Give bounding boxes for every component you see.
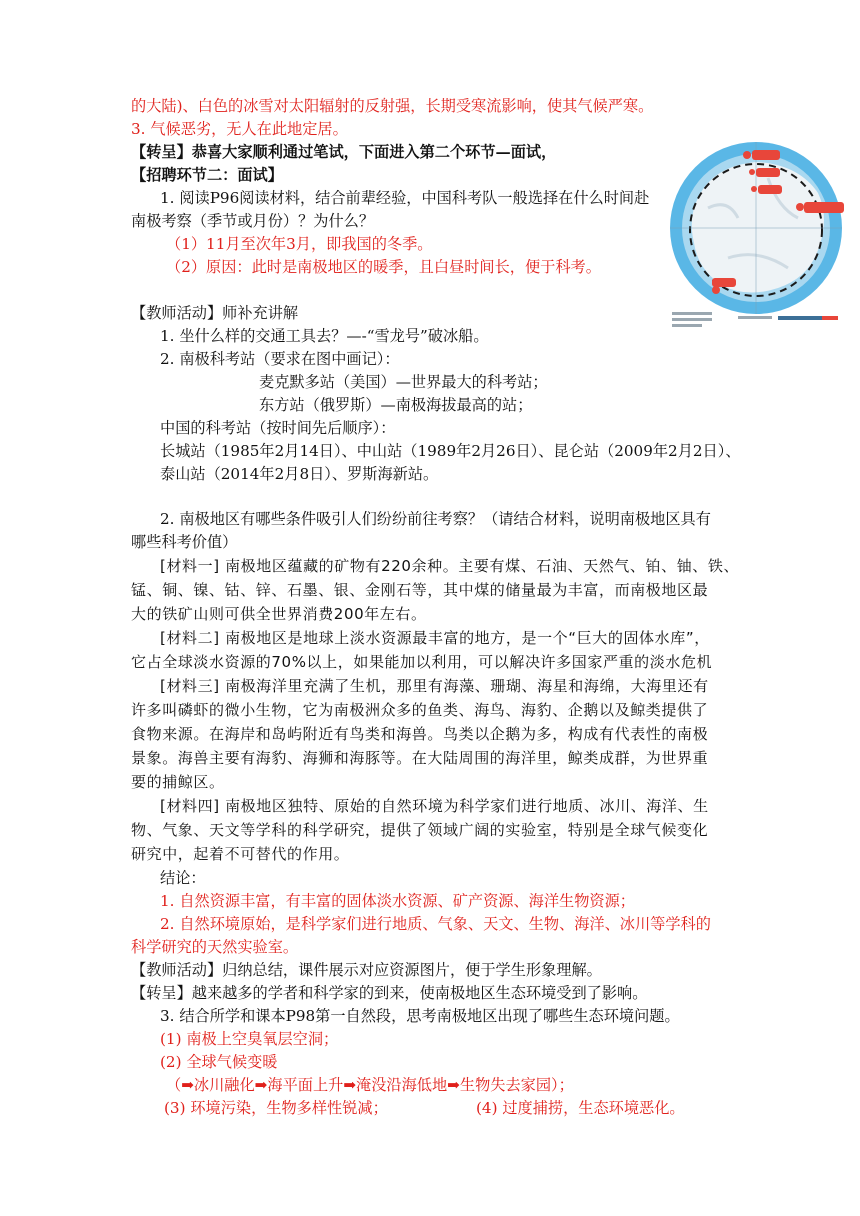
text-line-l01: 的大陆)、白色的冰雪对太阳辐射的反射强，长期受寒流影响，使其气候严寒。 [131,97,654,115]
text-line-l36: 【教师活动】归纳总结，课件展示对应资源图片，便于学生形象理解。 [131,961,602,979]
text-line-l02: 3. 气候恶劣，无人在此地定居。 [131,120,348,138]
text-line-l16: 泰山站（2014年2月8日）、罗斯海新站。 [160,465,439,483]
text-line-l29: [材料四] 南极地区独特、原始的自然环境为科学家们进行地质、冰川、海洋、生 [160,797,709,815]
text-line-l18: 哪些科考价值） [131,533,238,551]
text-line-l39: (1) 南极上空臭氧层空洞； [160,1030,339,1048]
text-line-l19: [材料一] 南极地区蕴藏的矿物有220余种。主要有煤、石油、天然气、铂、铀、铁、 [160,557,740,575]
text-line-l15: 长城站（1985年2月14日）、中山站（1989年2月26日）、昆仑站（2009年2月2日）、 [160,442,741,460]
text-line-l23: 它占全球淡水资源的70%以上，如果能加以利用，可以解决许多国家严重的淡水危机 [131,653,713,671]
text-line-l25: 许多叫磷虾的微小生物，它为南极洲众多的鱼类、海鸟、海豹、企鹅以及鲸类提供了 [131,701,709,719]
text-line-l38: 3. 结合所学和课本P98第一自然段，思考南极地区出现了哪些生态环境问题。 [160,1007,680,1025]
text-line-l04: 【招聘环节二：面试】 [131,166,283,184]
text-line-l20: 锰、铜、镍、钴、锌、石墨、银、金刚石等，其中煤的储量最为丰富，而南极地区最 [131,581,709,599]
text-line-l37: 【转呈】越来越多的学者和科学家的到来，使南极地区生态环境受到了影响。 [131,984,648,1002]
text-line-l43: (4) 过度捕捞，生态环境恶化。 [476,1099,685,1117]
text-line-l06: 南极考察（季节或月份）？为什么？ [131,212,374,230]
text-line-l26: 食物来源。在海岸和岛屿附近有鸟类和海兽。鸟类以企鹅为多，构成有代表性的南极 [131,725,709,743]
text-line-l32: 结论： [160,869,206,887]
text-line-l27: 景象。海兽主要有海豹、海狮和海豚等。在大陆周围的海洋里，鲸类成群，为世界重 [131,749,709,767]
text-line-l03: 【转呈】恭喜大家顺利通过笔试，下面进入第二个环节—面试， [131,143,557,161]
text-line-l34: 2. 自然环境原始，是科学家们进行地质、气象、天文、生物、海洋、冰川等学科的 [160,915,711,933]
text-line-l22: [材料二] 南极地区是地球上淡水资源最丰富的地方，是一个“巨大的固体水库”， [160,629,710,647]
text-line-l07: （1）11月至次年3月，即我国的冬季。 [166,235,433,253]
antarctica-map-image [668,138,850,338]
text-line-l12: 麦克默多站（美国）—世界最大的科考站； [259,373,548,391]
text-line-l17: 2. 南极地区有哪些条件吸引人们纷纷前往考察？（请结合材料，说明南极地区具有 [160,510,711,528]
text-line-l33: 1. 自然资源丰富，有丰富的固体淡水资源、矿产资源、海洋生物资源； [160,892,635,910]
text-line-l31: 研究中，起着不可替代的作用。 [131,845,350,863]
text-line-l10: 1. 坐什么样的交通工具去？—-“雪龙号”破冰船。 [160,327,489,345]
text-line-l24: [材料三] 南极海洋里充满了生机，那里有海藻、珊瑚、海星和海绵，大海里还有 [160,677,709,695]
text-line-l30: 物、气象、天文等学科的科学研究，提供了领域广阔的实验室，特别是全球气候变化 [131,821,709,839]
text-line-l28: 要的捕鲸区。 [131,773,225,791]
text-line-l05: 1. 阅读P96阅读材料，结合前辈经验，中国科考队一般选择在什么时间赴 [160,189,650,207]
text-line-l11: 2. 南极科考站（要求在图中画记）： [160,350,400,368]
text-line-l42: (3) 环境污染，生物多样性锐减； [164,1099,388,1117]
text-line-l41: （➡冰川融化➡海平面上升➡淹没沿海低地➡生物失去家园）； [166,1076,574,1094]
text-line-l21: 大的铁矿山则可供全世界消费200年左右。 [131,605,427,623]
text-line-l35: 科学研究的天然实验室。 [131,938,299,956]
text-line-l08: （2）原因：此时是南极地区的暖季，且白昼时间长，便于科考。 [166,258,601,276]
text-line-l13: 东方站（俄罗斯）—南极海拔最高的站； [259,396,533,414]
text-line-l09: 【教师活动】师补充讲解 [131,304,299,322]
text-line-l40: (2) 全球气候变暖 [160,1053,278,1071]
text-line-l14: 中国的科考站（按时间先后顺序）： [160,419,396,437]
